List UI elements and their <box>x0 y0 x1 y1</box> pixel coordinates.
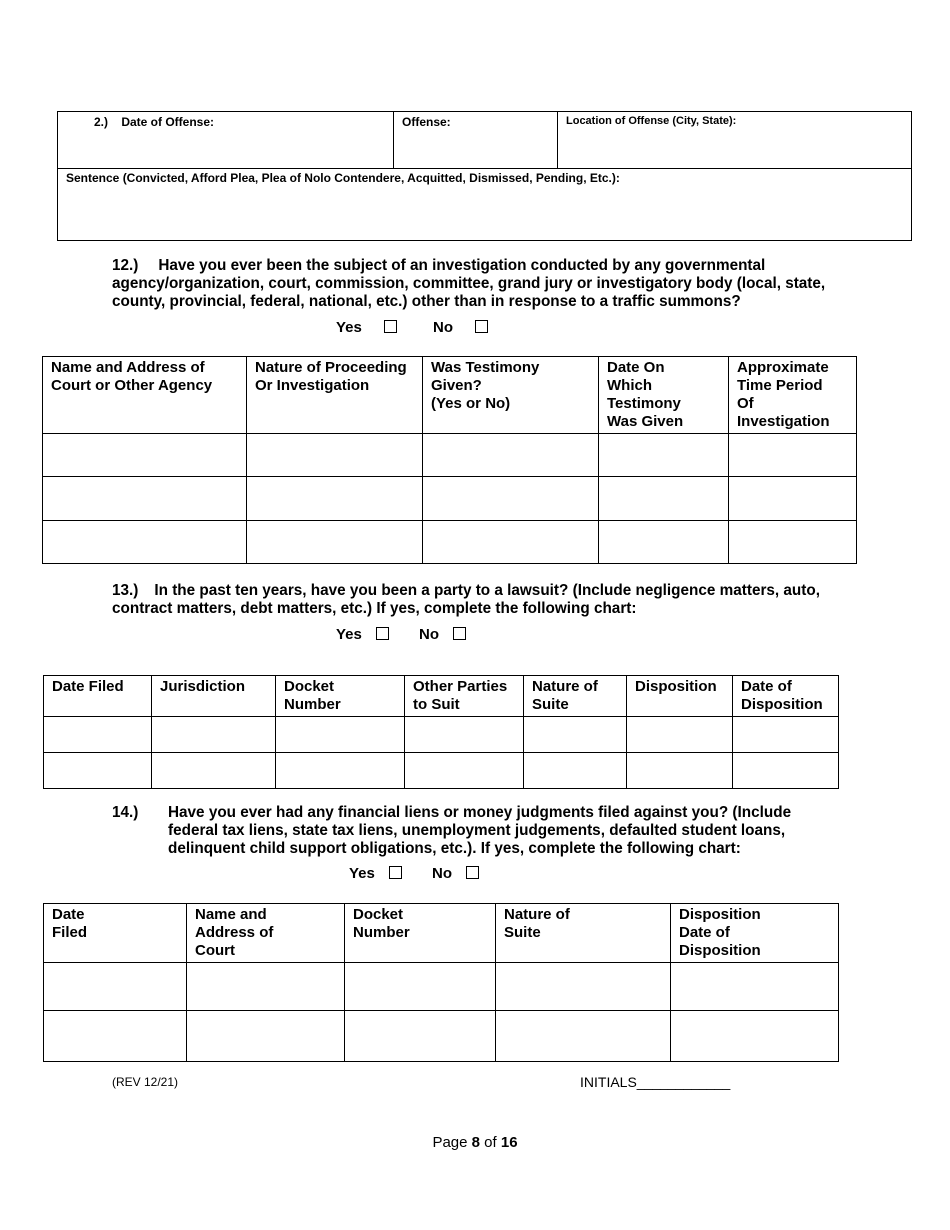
q14-yes-checkbox[interactable] <box>389 866 402 879</box>
q14-yes-no <box>349 865 479 882</box>
table-cell[interactable] <box>599 477 729 521</box>
col-date-testimony-given: Date On Which Testimony Was Given <box>599 357 729 434</box>
page-total: 16 <box>500 1134 518 1151</box>
table-cell[interactable] <box>276 753 405 789</box>
q13-yes-no <box>336 626 466 643</box>
table-row <box>44 1011 839 1062</box>
q12-yes-label: Yes <box>336 319 362 336</box>
table-cell[interactable] <box>405 717 524 753</box>
col-disposition-date: Disposition Date of Disposition <box>671 904 839 963</box>
table-cell[interactable] <box>496 1011 671 1062</box>
table-cell[interactable] <box>405 753 524 789</box>
investigation-table <box>42 356 857 564</box>
date-of-offense-label: 2.) Date of Offense: <box>94 115 215 129</box>
col-approximate-time-period: Approximate Time Period Of Investigation <box>729 357 857 434</box>
table-cell[interactable] <box>276 717 405 753</box>
table-cell[interactable] <box>44 963 187 1011</box>
sentence-label: Sentence (Convicted, Afford Plea, Plea of Nolo Contendere, Acquitted, Dismissed, Pending, Etc.): <box>66 171 620 185</box>
col-was-testimony-given: Was Testimony Given? (Yes or No) <box>423 357 599 434</box>
table-row <box>44 963 839 1011</box>
offense-table <box>57 111 912 241</box>
q12-yes-checkbox[interactable] <box>384 320 397 333</box>
table-cell[interactable] <box>152 717 276 753</box>
q14-no-checkbox[interactable] <box>466 866 479 879</box>
table-cell[interactable] <box>671 963 839 1011</box>
lawsuit-table <box>43 675 839 789</box>
table-cell[interactable] <box>729 521 857 564</box>
col-docket-number: Docket Number <box>276 676 405 717</box>
col-name-address-court: Name and Address of Court or Other Agency <box>43 357 247 434</box>
table-cell[interactable] <box>152 753 276 789</box>
table-cell[interactable] <box>345 1011 496 1062</box>
table-cell[interactable] <box>247 477 423 521</box>
col-disposition: Disposition <box>627 676 733 717</box>
table-cell[interactable] <box>43 434 247 477</box>
table-cell[interactable] <box>524 753 627 789</box>
table-cell[interactable] <box>733 717 839 753</box>
location-label: Location of Offense (City, State): <box>566 115 737 127</box>
table-cell[interactable] <box>247 434 423 477</box>
q13-no-checkbox[interactable] <box>453 627 466 640</box>
question-12 <box>112 257 852 311</box>
offense-cell[interactable] <box>394 112 558 169</box>
table-cell[interactable] <box>627 717 733 753</box>
table-cell[interactable] <box>187 963 345 1011</box>
revision-label: (REV 12/21) <box>112 1075 179 1089</box>
date-of-offense-cell[interactable] <box>58 112 394 169</box>
page-number <box>0 1134 950 1151</box>
q12-text-line1: Have you ever been the subject of an investigation conducted by any governmental <box>158 257 766 274</box>
table-row <box>43 434 857 477</box>
question-13 <box>112 582 852 618</box>
table-cell[interactable] <box>729 434 857 477</box>
table-cell[interactable] <box>44 753 152 789</box>
table-cell[interactable] <box>729 477 857 521</box>
table-cell[interactable] <box>247 521 423 564</box>
table-cell[interactable] <box>599 434 729 477</box>
table-row <box>43 521 857 564</box>
table-cell[interactable] <box>671 1011 839 1062</box>
sentence-cell[interactable] <box>58 169 912 241</box>
page-of: of <box>480 1134 501 1151</box>
liens-table <box>43 903 839 1062</box>
table-row <box>43 477 857 521</box>
q12-no-checkbox[interactable] <box>475 320 488 333</box>
q14-text-line3: delinquent child support obligations, etc.). If yes, complete the following chart: <box>168 840 741 857</box>
col-nature-of-suite: Nature of Suite <box>496 904 671 963</box>
q12-number: 12.) <box>112 257 139 274</box>
q12-yes-no <box>336 319 488 336</box>
col-date-filed: Date Filed <box>44 904 187 963</box>
q12-text-line3: county, provincial, federal, national, etc.) other than in response to a traffic summons? <box>112 293 741 310</box>
initials-field[interactable]: INITIALS____________ <box>580 1074 731 1090</box>
col-date-filed: Date Filed <box>44 676 152 717</box>
table-cell[interactable] <box>44 1011 187 1062</box>
q14-yes-label: Yes <box>349 865 375 882</box>
col-docket-number: Docket Number <box>345 904 496 963</box>
q13-text-line1: In the past ten years, have you been a party to a lawsuit? (Include negligence matters, auto, <box>154 582 820 599</box>
q12-text-line2: agency/organization, court, commission, committee, grand jury or investigatory body (local, state, <box>112 275 826 292</box>
q12-no-label: No <box>433 319 454 336</box>
q13-number: 13.) <box>112 582 139 599</box>
col-name-address-court: Name and Address of Court <box>187 904 345 963</box>
table-row <box>44 717 839 753</box>
q13-no-label: No <box>419 626 440 643</box>
question-14 <box>112 804 852 858</box>
q14-no-label: No <box>432 865 453 882</box>
table-cell[interactable] <box>423 477 599 521</box>
col-nature-of-suite: Nature of Suite <box>524 676 627 717</box>
col-jurisdiction: Jurisdiction <box>152 676 276 717</box>
table-cell[interactable] <box>627 753 733 789</box>
location-cell[interactable] <box>558 112 912 169</box>
table-cell[interactable] <box>43 477 247 521</box>
col-other-parties: Other Parties to Suit <box>405 676 524 717</box>
col-nature-of-proceeding: Nature of Proceeding Or Investigation <box>247 357 423 434</box>
table-cell[interactable] <box>423 521 599 564</box>
q13-yes-label: Yes <box>336 626 362 643</box>
offense-label: Offense: <box>402 115 451 129</box>
q13-yes-checkbox[interactable] <box>376 627 389 640</box>
table-cell[interactable] <box>44 717 152 753</box>
table-cell[interactable] <box>524 717 627 753</box>
page-current: 8 <box>471 1134 480 1151</box>
table-cell[interactable] <box>187 1011 345 1062</box>
q14-text-line2: federal tax liens, state tax liens, unemployment judgements, defaulted student loans, <box>168 822 786 839</box>
table-row <box>44 753 839 789</box>
table-cell[interactable] <box>43 521 247 564</box>
table-cell[interactable] <box>496 963 671 1011</box>
col-date-of-disposition: Date of Disposition <box>733 676 839 717</box>
page-prefix: Page <box>432 1134 472 1151</box>
q13-text-line2: contract matters, debt matters, etc.) If yes, complete the following chart: <box>112 600 637 617</box>
table-cell[interactable] <box>599 521 729 564</box>
table-cell[interactable] <box>423 434 599 477</box>
table-cell[interactable] <box>733 753 839 789</box>
q14-number: 14.) <box>112 804 139 821</box>
q14-text-line1: Have you ever had any financial liens or money judgments filed against you? (Include <box>168 804 792 821</box>
table-cell[interactable] <box>345 963 496 1011</box>
